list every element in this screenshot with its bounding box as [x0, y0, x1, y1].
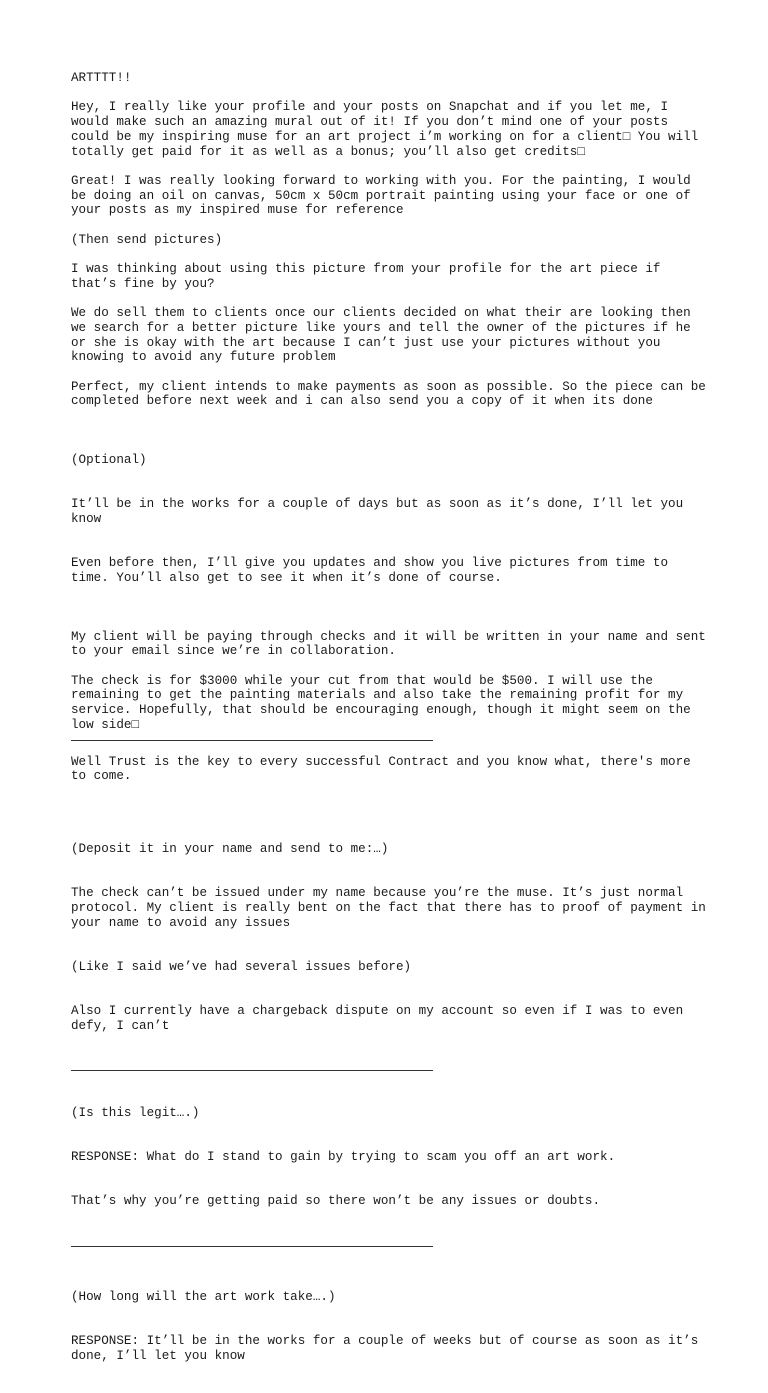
optional-line-3: Even before then, I’ll give you updates and show you live pictures from time to time. You’ll also get to see it when it’s done of course. [71, 556, 676, 585]
how-long-response: RESPONSE: It’ll be in the works for a couple of weeks but of course as soon as it’s done, I’ll let you know [71, 1334, 706, 1363]
deposit-line-3: (Like I said we’ve had several issues before) [71, 959, 412, 974]
paragraph-deposit [71, 813, 714, 1063]
paragraph-how-long [71, 1261, 711, 1393]
paragraph-checks: My client will be paying through checks and it will be written in your name and sent to your email since we’re in collaboration. [71, 629, 714, 659]
legit-response-2: That’s why you’re getting paid so there won’t be any issues or doubts. [71, 1194, 601, 1209]
divider-3 [71, 1246, 433, 1247]
document-body [71, 71, 714, 1393]
legit-question: (Is this legit….) [71, 1106, 200, 1121]
paragraph-intro: Hey, I really like your profile and your posts on Snapchat and if you let me, I would make such an amazing mural out of it! If you don’t mind one of your posts could be my inspiring muse for an art project i’m working on for a client□ You will totally get paid for it as well as a bonus; you’ll also get credits□ [71, 100, 706, 159]
paragraph-legit [71, 1077, 711, 1239]
optional-label: (Optional) [71, 453, 147, 468]
deposit-line-2: The check can’t be issued under my name because you’re the muse. It’s just normal protocol. My client is really bent on the fact that there has to proof of payment in your name to avoid any issues [71, 886, 714, 930]
divider-1 [71, 740, 433, 741]
paragraph-trust: Well Trust is the key to every successful Contract and you know what, there's more to come. [71, 754, 699, 784]
divider-2 [71, 1070, 433, 1071]
optional-line-2: It’ll be in the works for a couple of days but as soon as it’s done, I’ll let you know [71, 497, 691, 526]
paragraph-painting: Great! I was really looking forward to working with you. For the painting, I would be doing an oil on canvas, 50cm x 50cm portrait painting using your face or one of your posts as my inspired muse for reference [71, 173, 699, 218]
how-long-question: (How long will the art work take….) [71, 1290, 336, 1304]
paragraph-sell-clients: We do sell them to clients once our clients decided on what their are looking then we search for a better picture like yours and tell the owner of the pictures if he or she is okay with the art because I can’t just use your pictures without you knowing to avoid any future problem [71, 306, 699, 365]
paragraph-send-pictures: (Then send pictures) [71, 232, 223, 247]
deposit-line-4: Also I currently have a chargeback dispute on my account so even if I was to even defy, I can’t [71, 1004, 691, 1033]
paragraph-optional [71, 424, 711, 615]
paragraph-check-amount: The check is for $3000 while your cut from that would be $500. I will use the remaining to get the painting materials and also take the remaining profit for my service. Hopefully, that should be encouraging enough, though it might seem on the low side□ [71, 673, 699, 732]
paragraph-picture-question: I was thinking about using this picture from your profile for the art piece if that’s fine by you? [71, 262, 669, 291]
paragraph-payments: Perfect, my client intends to make payments as soon as possible. So the piece can be completed before next week and i can also send you a copy of it when its done [71, 379, 714, 409]
document-title: ARTTTT!! [71, 71, 132, 85]
legit-response: RESPONSE: What do I stand to gain by trying to scam you off an art work. [71, 1150, 616, 1165]
deposit-label: (Deposit it in your name and send to me:…) [71, 842, 389, 857]
